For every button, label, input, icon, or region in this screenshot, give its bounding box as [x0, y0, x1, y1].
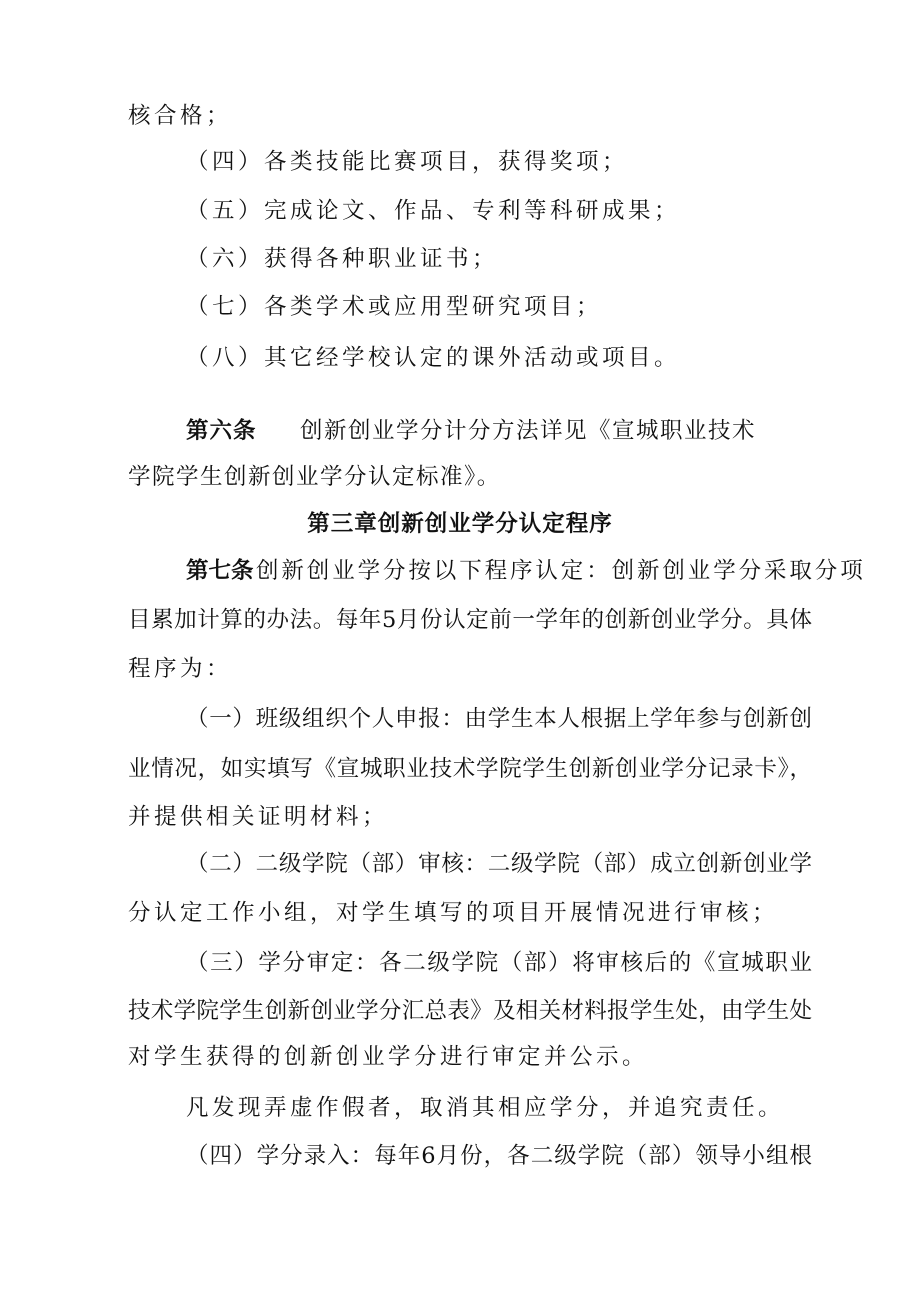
text-line: 并提供相关证明材料； — [128, 804, 389, 830]
list-item: （四）各类技能比赛项目，获得奖项； — [186, 149, 629, 175]
text-line: 对学生获得的创新创业学分进行审定并公示。 — [128, 1044, 649, 1070]
article-6-text-continued: 学院学生创新创业学分认定标准》。 — [128, 464, 501, 490]
article-7-text: 创新创业学分按以下程序认定：创新创业学分采取分项 — [256, 558, 866, 584]
text-line: 目累加计算的办法。每年5月份认定前一学年的创新创业学分。具体 — [128, 607, 812, 633]
chapter-title: 第三章创新创业学分认定程序 — [307, 511, 613, 537]
procedure-step: （三）学分审定：各二级学院（部）将审核后的《宣城职业 — [186, 950, 812, 976]
article-6-text: 创新创业学分计分方法详见《宣城职业技术 — [300, 418, 757, 444]
procedure-step: （一）班级组织个人申报：由学生本人根据上学年参与创新创 — [186, 706, 812, 732]
procedure-step: （四）学分录入：每年6月份，各二级学院（部）领导小组根 — [186, 1143, 812, 1169]
text-line: 分认定工作小组，对学生填写的项目开展情况进行审核； — [128, 900, 779, 926]
text-line: 业情况，如实填写《宣城职业技术学院学生创新创业学分记录卡》， — [128, 756, 812, 782]
text-line: 凡发现弄虚作假者，取消其相应学分，并追究责任。 — [186, 1095, 785, 1121]
text-line: 核合格； — [128, 103, 233, 129]
text-line: 技术学院学生创新创业学分汇总表》及相关材料报学生处，由学生处 — [128, 998, 812, 1024]
list-item: （六）获得各种职业证书； — [186, 246, 499, 272]
list-item: （八）其它经学校认定的课外活动或项目。 — [186, 345, 681, 371]
list-item: （五）完成论文、作品、专利等科研成果； — [186, 198, 681, 224]
text-line: 程序为： — [128, 656, 233, 682]
list-item: （七）各类学术或应用型研究项目； — [186, 294, 603, 320]
procedure-step: （二）二级学院（部）审核：二级学院（部）成立创新创业学 — [186, 851, 812, 877]
article-6-label: 第六条 — [186, 418, 257, 444]
article-7-label: 第七条 — [186, 558, 254, 584]
